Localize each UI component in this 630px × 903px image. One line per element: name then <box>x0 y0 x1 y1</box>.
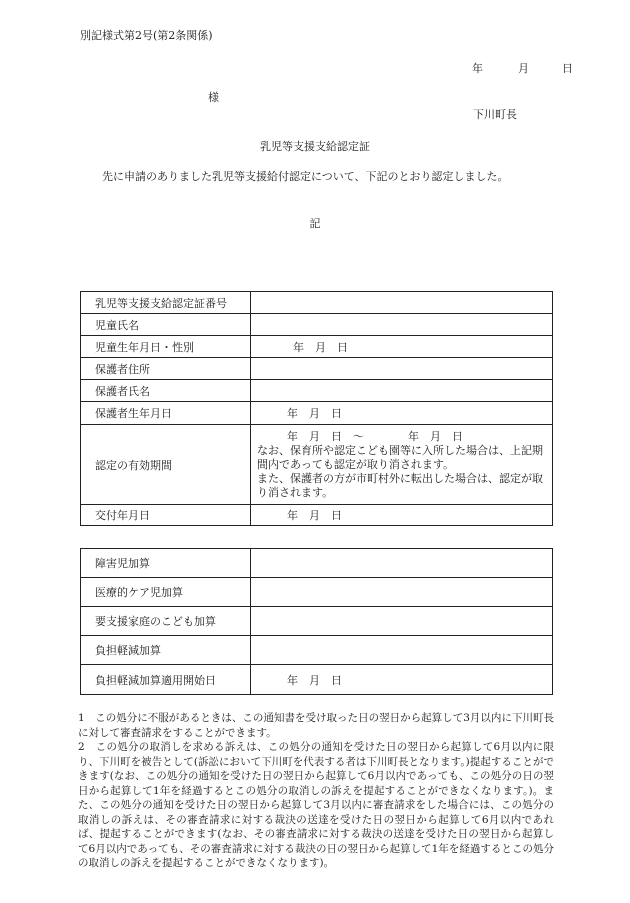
row-value <box>251 292 553 314</box>
lead-text: 先に申請のありました乳児等支援給付認定について、下記のとおり認定しました。 <box>102 170 509 183</box>
row-label: 要支援家庭のこども加算 <box>81 607 251 636</box>
ki-heading: 記 <box>309 217 321 230</box>
row-label: 児童生年月日・性別 <box>81 336 251 358</box>
certificate-table <box>80 291 553 526</box>
table-row <box>81 336 553 358</box>
table-row <box>81 292 553 314</box>
row-value <box>251 549 553 578</box>
table-row <box>81 549 553 578</box>
row-label: 認定の有効期間 <box>81 425 251 505</box>
row-label: 障害児加算 <box>81 549 251 578</box>
row-value <box>251 358 553 380</box>
row-value: 年 月 日 <box>251 665 553 695</box>
row-label: 交付年月日 <box>81 505 251 526</box>
row-value: 年 月 日 <box>251 505 553 526</box>
row-value <box>251 380 553 402</box>
table-row <box>81 636 553 665</box>
table-row <box>81 425 553 505</box>
issue-date-header <box>472 60 573 76</box>
row-value <box>251 314 553 336</box>
row-label: 負担軽減加算適用開始日 <box>81 665 251 695</box>
note-item: 2 この処分の取消しを求める訴えは、この処分の通知を受けた日の翌日から起算して6月以内に限り、下川町を被告として(訴訟において下川町を代表する者は下川町長となります。)提起することができます(なお、この処分の通知を受けた日の翌日から起算して6月以内であっても、この処分の日の翌日から起算して1年を経過するとこの処分の取消しの訴えを提起することができなくなります。)。また、この処分の通知を受けた日の翌日から起算して3月以内に審査請求をした場合には、この処分の取消しの訴えは、その審査請求に対する裁決の送達を受けた日の翌日から起算して6月以内であれば、提起することができます(なお、その審査請求に対する裁決の送達を受けた日の翌日から起算して6月以内であっても、その審査請求に対する裁決の日の翌日から起算して1年を経過するとこの処分の取消しの訴えを提起することができなくなります)。 <box>78 741 554 869</box>
row-value: 年 月 日 <box>251 336 553 358</box>
table-row <box>81 505 553 526</box>
note-item: 1 この処分に不服があるときは、この通知書を受け取った日の翌日から起算して3月以内に下川町長に対して審査請求をすることができます。 <box>78 712 554 739</box>
table-row <box>81 607 553 636</box>
validity-period: 年 月 日 ～ 年 月 日 <box>287 429 463 443</box>
table-row <box>81 380 553 402</box>
row-value <box>251 607 553 636</box>
table-row <box>81 314 553 336</box>
document-title: 乳児等支援支給認定証 <box>260 140 370 153</box>
validity-note: また、保護者の方が市町村外に転出した場合は、認定が取り消されます。 <box>257 471 543 499</box>
row-label: 保護者住所 <box>81 358 251 380</box>
table-row <box>81 402 553 425</box>
notes <box>78 711 554 871</box>
row-label: 保護者生年月日 <box>81 402 251 425</box>
row-value <box>251 578 553 607</box>
table-row <box>81 578 553 607</box>
validity-cell <box>251 425 553 505</box>
row-label: 医療的ケア児加算 <box>81 578 251 607</box>
row-label: 児童氏名 <box>81 314 251 336</box>
day-label: 日 <box>562 62 573 75</box>
table-row <box>81 358 553 380</box>
row-value <box>251 636 553 665</box>
form-number: 別記様式第2号(第2条関係) <box>80 29 213 42</box>
table-row <box>81 665 553 695</box>
year-label: 年 <box>472 62 483 75</box>
additions-table <box>80 548 553 695</box>
month-label: 月 <box>518 62 529 75</box>
issuer-name: 下川町長 <box>473 108 517 121</box>
row-label: 保護者氏名 <box>81 380 251 402</box>
row-label: 乳児等支援支給認定証番号 <box>81 292 251 314</box>
validity-note: なお、保育所や認定こども園等に入所した場合は、上記期間内であっても認定が取り消されます。 <box>257 443 543 471</box>
row-value: 年 月 日 <box>251 402 553 425</box>
addressee-suffix: 様 <box>208 91 219 104</box>
row-label: 負担軽減加算 <box>81 636 251 665</box>
